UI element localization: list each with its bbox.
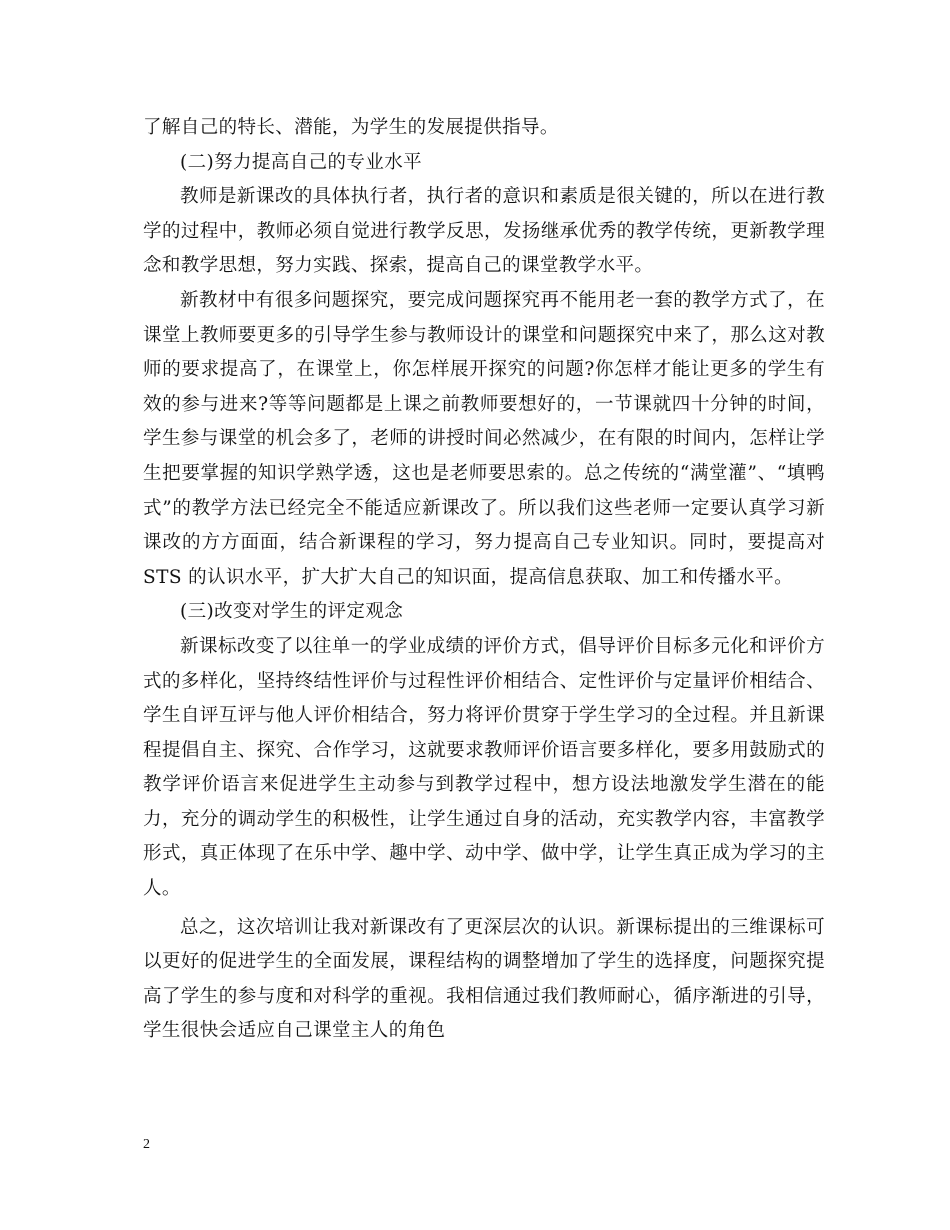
paragraph-evaluation: 新课标改变了以往单一的学业成绩的评价方式，倡导评价目标多元化和评价方式的多样化，坚持终结性评价与过程性评价相结合、定性评价与定量评价相结合、学生自评互评与他人评价相结合，努力将评价贯穿于学生学习的全过程。并且新课程提倡自主、探究、合作学习，这就要求教师评价语言要多样化，要多用鼓励式的教学评价语言来促进学生主动参与到教学过程中，想方设法地激发学生潜在的能力，充分的调动学生的积极性，让学生通过自身的活动，充实教学内容，丰富教学形式，真正体现了在乐中学、趣中学、动中学、做中学，让学生真正成为学习的主人。 [143,635,825,900]
page-number: 2 [143,1137,150,1152]
section-heading-2: (二)努力提高自己的专业水平 [180,151,423,173]
paragraph-teacher-role: 教师是新课改的具体执行者，执行者的意识和素质是很关键的，所以在进行教学的过程中，教师必须自觉进行教学反思，发扬继承优秀的教学传统，更新教学理念和教学思想，努力实践、探索，提高自己的课堂教学水平。 [143,186,825,277]
paragraph-conclusion: 总之，这次培训让我对新课改有了更深层次的认识。新课标提出的三维课标可以更好的促进学生的全面发展，课程结构的调整增加了学生的选择度，问题探究提高了学生的参与度和对科学的重视。我相信通过我们教师耐心，循序渐进的引导，学生很快会适应自己课堂主人的角色 [143,916,825,1042]
section-heading-3: (三)改变对学生的评定观念 [180,601,404,623]
paragraph-inquiry: 新教材中有很多问题探究，要完成问题探究再不能用老一套的教学方式了，在课堂上教师要更多的引导学生参与教师设计的课堂和问题探究中来了，那么这对教师的要求提高了，在课堂上，你怎样展开探究的问题?你怎样才能让更多的学生有效的参与进来?等等问题都是上课之前教师要想好的，一节课就四十分钟的时间，学生参与课堂的机会多了，老师的讲授时间必然减少，在有限的时间内，怎样让学生把要掌握的知识学熟学透，这也是老师要思索的。总之传统的“满堂灌”、“填鸭式”的教学方法已经完全不能适应新课改了。所以我们这些老师一定要认真学习新课改的方方面面，结合新课程的学习，努力提高自己专业知识。同时，要提高对 STS 的认识水平，扩大扩大自己的知识面，提高信息获取、加工和传播水平。 [143,289,825,588]
paragraph-continuation: 了解自己的特长、潜能，为学生的发展提供指导。 [143,117,559,138]
document-body [143,111,825,1049]
